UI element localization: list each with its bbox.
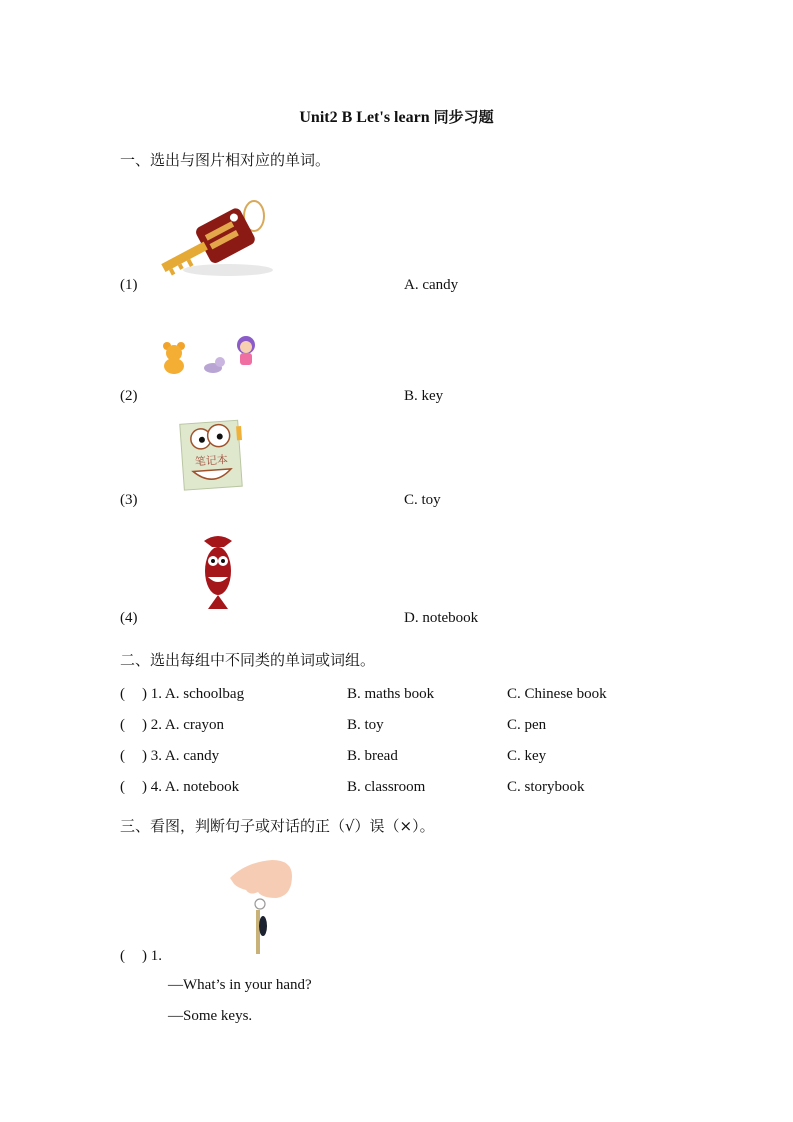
dialogue-line: —Some keys. bbox=[168, 1008, 253, 1024]
item-number: (4) bbox=[120, 610, 138, 626]
title-english: Unit2 B Let's learn bbox=[299, 109, 434, 126]
option-c: C. key bbox=[507, 748, 547, 764]
section1-heading: 一、选出与图片相对应的单词。 bbox=[120, 151, 331, 169]
question-number: ) 1. bbox=[142, 948, 162, 964]
svg-text:笔记本: 笔记本 bbox=[194, 453, 229, 469]
option-c: C. storybook bbox=[507, 779, 585, 795]
option-c: C. toy bbox=[404, 492, 441, 508]
option-b: B. toy bbox=[347, 717, 384, 733]
option-a: ) 1. A. schoolbag bbox=[142, 686, 245, 702]
option-b: B. key bbox=[404, 388, 444, 404]
item-number: (2) bbox=[120, 388, 138, 404]
section2-heading: 二、选出每组中不同类的单词或词组。 bbox=[120, 651, 376, 669]
option-a: ) 3. A. candy bbox=[142, 748, 220, 764]
page-title bbox=[0, 106, 793, 127]
answer-blank[interactable]: ( bbox=[120, 717, 125, 733]
option-a: ) 4. A. notebook bbox=[142, 779, 240, 795]
answer-blank[interactable]: ( bbox=[120, 779, 125, 795]
toys-picture bbox=[158, 333, 268, 381]
option-b: B. classroom bbox=[347, 779, 426, 795]
item-number: (3) bbox=[120, 492, 138, 508]
question-row bbox=[120, 717, 224, 734]
option-b: B. bread bbox=[347, 748, 398, 764]
question-row bbox=[120, 686, 244, 703]
question-row bbox=[120, 779, 239, 796]
notebook-picture bbox=[178, 418, 250, 492]
section3-heading: 三、看图，判断句子或对话的正（√）误（×）。 bbox=[120, 817, 435, 835]
option-c: C. pen bbox=[507, 717, 547, 733]
dialogue-line: —What’s in your hand? bbox=[168, 977, 312, 993]
answer-blank[interactable]: ( bbox=[120, 686, 125, 702]
item-number: (1) bbox=[120, 277, 138, 293]
answer-blank[interactable]: ( bbox=[120, 748, 125, 764]
question-row bbox=[120, 948, 162, 965]
option-d: D. notebook bbox=[404, 610, 479, 626]
hand-with-keys-picture bbox=[226, 856, 296, 960]
option-c: C. Chinese book bbox=[507, 686, 607, 702]
option-b: B. maths book bbox=[347, 686, 435, 702]
question-row bbox=[120, 748, 219, 765]
key-picture bbox=[158, 198, 278, 282]
option-a: ) 2. A. crayon bbox=[142, 717, 225, 733]
title-chinese: 同步习题 bbox=[433, 108, 494, 126]
candy-picture bbox=[198, 533, 238, 611]
option-a: A. candy bbox=[404, 277, 459, 293]
answer-blank[interactable]: ( bbox=[120, 948, 125, 964]
